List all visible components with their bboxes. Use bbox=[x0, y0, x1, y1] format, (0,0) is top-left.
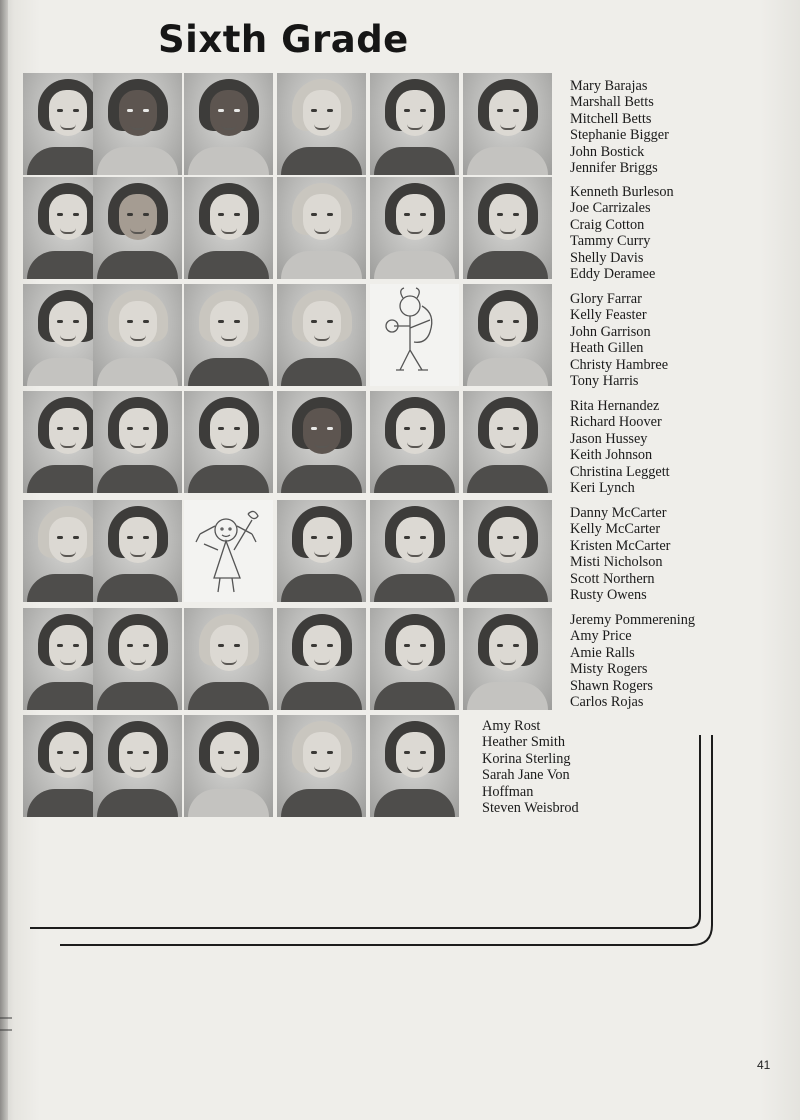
student-name: Mary Barajas bbox=[570, 78, 648, 94]
student-name: Christina Leggett bbox=[570, 463, 670, 480]
student-name: Amy Price bbox=[570, 628, 632, 645]
student-name: Tony Harris bbox=[570, 373, 639, 390]
student-name: Rita Hernandez bbox=[570, 398, 660, 414]
student-name: Danny McCarter bbox=[570, 505, 667, 521]
student-name: Amie Ralls bbox=[570, 644, 635, 661]
student-name: Kristen McCarter bbox=[570, 537, 671, 554]
student-name: Keri Lynch bbox=[570, 480, 635, 497]
student-name: Rusty Owens bbox=[570, 587, 647, 604]
student-name: Sarah Jane Von bbox=[482, 767, 570, 784]
student-name: Shelly Davis bbox=[570, 249, 644, 266]
student-name: Kelly Feaster bbox=[570, 307, 647, 324]
student-name: Eddy Deramee bbox=[570, 266, 656, 283]
student-name: Carlos Rojas bbox=[570, 694, 644, 711]
student-name: Richard Hoover bbox=[570, 414, 662, 431]
student-name: Jeremy Pommerening bbox=[570, 612, 696, 628]
student-name: Marshall Betts bbox=[570, 94, 654, 111]
student-name: Hoffman bbox=[482, 783, 534, 800]
student-name: John Bostick bbox=[570, 143, 645, 160]
student-name: Kenneth Burleson bbox=[570, 184, 674, 200]
student-name: Heather Smith bbox=[482, 734, 565, 751]
student-name: Keith Johnson bbox=[570, 447, 653, 464]
student-name: Tammy Curry bbox=[570, 233, 651, 250]
student-name: Korina Sterling bbox=[482, 750, 571, 767]
student-name: John Garrison bbox=[570, 323, 651, 340]
page-title: Sixth Grade bbox=[158, 18, 409, 61]
student-name: Heath Gillen bbox=[570, 340, 644, 357]
student-name: Jason Hussey bbox=[570, 430, 648, 447]
student-name: Shawn Rogers bbox=[570, 677, 653, 694]
student-name: Glory Farrar bbox=[570, 291, 642, 307]
student-name: Stephanie Bigger bbox=[570, 127, 669, 144]
student-name: Scott Northern bbox=[570, 570, 655, 587]
student-name: Misty Rogers bbox=[570, 661, 648, 678]
student-name: Steven Weisbrod bbox=[482, 800, 579, 817]
student-name: Mitchell Betts bbox=[570, 110, 652, 127]
page-number: 41 bbox=[757, 1058, 771, 1072]
student-name: Craig Cotton bbox=[570, 216, 645, 233]
student-name: Joe Carrizales bbox=[570, 200, 651, 217]
student-name: Jennifer Briggs bbox=[570, 160, 658, 177]
student-name: Kelly McCarter bbox=[570, 521, 661, 538]
student-name: Amy Rost bbox=[482, 718, 541, 734]
student-name: Misti Nicholson bbox=[570, 554, 663, 571]
student-name: Christy Hambree bbox=[570, 356, 669, 373]
